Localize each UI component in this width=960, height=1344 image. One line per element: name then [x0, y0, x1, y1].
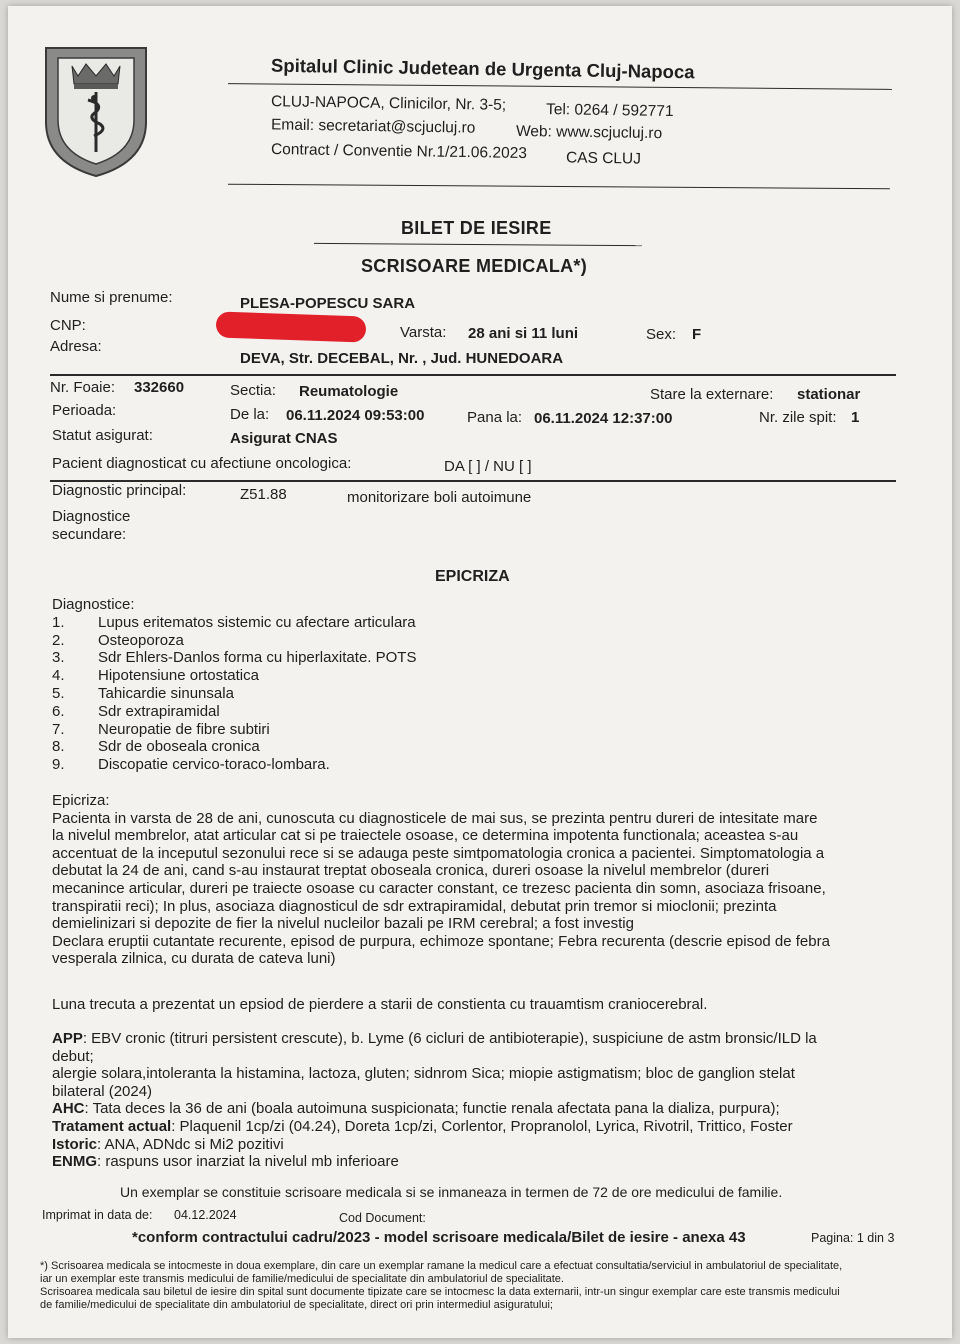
footnote-line: de familie/medicului de specialitate din ambulatoriul de specialitate, direct ori prin intermediul asiguratului; — [40, 1299, 553, 1311]
footnote-line: *) Scrisoarea medicala se intocmeste in doua exemplare, din care un exemplar ramane la medicul care a efectuat consultatia/serviciul in ambulatoriul de specialitate, — [40, 1260, 843, 1272]
stare-value: stationar — [797, 386, 861, 403]
page-number: Pagina: 1 din 3 — [811, 1231, 895, 1245]
text-line: transpiratii reci); In plus, asociaza diagnosticul de sdr extrapiramidal, debutat prin tremor si mioclonii; prezinta — [52, 897, 777, 915]
foaie-number: 332660 — [134, 379, 185, 396]
document-subtitle: SCRISOARE MEDICALA*) — [361, 256, 588, 276]
list-item: 8. Sdr de oboseala cronica — [52, 738, 260, 756]
tratament-label: Tratament actual — [52, 1117, 172, 1135]
history-section — [52, 1030, 902, 1171]
conform-note: *conform contractului cadru/2023 - model scrisoare medicala/Bilet de iesire - anexa 43 — [132, 1229, 746, 1246]
sectia-label: Sectia: — [230, 382, 276, 399]
diag-secundare-label-2: secundare: — [52, 526, 127, 543]
patient-age: 28 ani si 11 luni — [468, 325, 579, 342]
list-item: 5. Tahicardie sinunsala — [52, 684, 234, 702]
age-label: Varsta: — [400, 324, 447, 341]
list-item: 2. Osteoporoza — [52, 631, 184, 649]
pana-la-label: Pana la: — [467, 409, 523, 426]
document-page — [8, 6, 952, 1338]
hospital-name: Spitalul Clinic Judetean de Urgenta Cluj-Napoca — [270, 54, 695, 83]
app-line: APP: EBV cronic (titruri persistent crescute), b. Lyme (6 cicluri de antibioterapie), suspiciune de astm bronsic/ILD la — [52, 1030, 817, 1047]
cas-name: CAS CLUJ — [565, 149, 642, 168]
de-la-value: 06.11.2024 09:53:00 — [286, 407, 425, 424]
patient-sex: F — [692, 326, 702, 343]
text-line: debutat la 24 de ani, cand s-au instaurat treptat oboseala cronica, dureri osoase la nivelul membrelor (dureri — [52, 862, 770, 880]
hospital-web: Web: www.scjucluj.ro — [515, 122, 663, 143]
epicriza-paragraph — [52, 792, 902, 968]
list-item: 1. Lupus eritematos sistemic cu afectare articulara — [52, 613, 416, 631]
text-line: debut; — [52, 1047, 94, 1065]
ahc-line: AHC: Tata deces la 36 de ani (boala autoimuna suspicionata; functie renala afectata pana la dializa, purpura); — [52, 1100, 780, 1118]
hospital-email: Email: secretariat@scjucluj.ro — [270, 116, 476, 137]
printed-date: 04.12.2024 — [174, 1208, 237, 1222]
diag-code: Z51.88 — [240, 486, 287, 503]
patient-name: PLESA-POPESCU SARA — [240, 295, 416, 312]
list-item: 6. Sdr extrapiramidal — [52, 702, 220, 720]
luna-paragraph: Luna trecuta a prezentat un epsiod de pierdere a starii de constienta cu trauamtism craniocerebral. — [52, 996, 708, 1013]
perioada-label: Perioada: — [52, 402, 117, 419]
pana-la-value: 06.11.2024 12:37:00 — [534, 410, 673, 427]
redaction-mark — [216, 311, 367, 342]
text-line: vesperala zilnica, cu durata de cateva luni) — [52, 950, 336, 968]
exemplar-note: Un exemplar se constituie scrisoare medicala si se inmaneaza in termen de 72 de ore medicului de familie. — [120, 1184, 783, 1200]
hospital-seal-logo — [42, 44, 150, 180]
header-rule-bottom — [228, 184, 890, 190]
text-line: Declara eruptii cutantate recurente, episod de purpura, echimoze spontane; Febra recurenta (descrie episod de febra — [52, 932, 830, 950]
foaie-label: Nr. Foaie: — [50, 379, 116, 396]
diag-secundare-label-1: Diagnostice — [52, 508, 131, 525]
istoric-line: Istoric: ANA, ADNdc si Mi2 pozitivi — [52, 1135, 284, 1153]
app-label: APP — [52, 1030, 83, 1047]
header-rule-top — [228, 83, 892, 90]
ahc-label: AHC — [52, 1100, 85, 1118]
onco-label: Pacient diagnosticat cu afectiune oncologica: — [52, 455, 352, 472]
epicriza-label: Epicriza: — [52, 792, 110, 809]
cod-document-label: Cod Document: — [339, 1211, 426, 1225]
text-line: mecanince articular, dureri pe traiecte osoase cu caracter constant, ce trezesc pacienta din somn, asociaza frisoane, — [52, 879, 826, 897]
text-line: la nivelul membrelor, atat articular cat si pe traiectele osoase, ce determina impotenta functionala; aceastea s-au — [52, 827, 799, 845]
footnotes — [40, 1260, 920, 1312]
diagnostics-label: Diagnostice: — [52, 596, 135, 613]
text-line: demielinizari si depozite de fier la nivelul nucleilor bazali pe IRM cerebral; a fost investig — [52, 915, 634, 933]
list-item: 9. Discopatie cervico-toraco-lombara. — [52, 756, 330, 774]
hospital-address: CLUJ-NAPOCA, Clinicilor, Nr. 3-5; — [270, 93, 507, 114]
enmg-label: ENMG — [52, 1153, 97, 1171]
section-rule-1 — [50, 374, 896, 376]
contract-number: Contract / Conventie Nr.1/21.06.2023 — [270, 140, 528, 163]
list-item: 4. Hipotensiune ortostatica — [52, 667, 259, 685]
text-line: Pacienta in varsta de 28 de ani, cunoscuta cu diagnosticele de mai sus, se prezinta pentru dureri de intesitate mare — [52, 809, 818, 827]
list-item: 7. Neuropatie de fibre subtiri — [52, 720, 270, 738]
tratament-line: Tratament actual: Plaquenil 1cp/zi (04.24), Doreta 1cp/zi, Corlentor, Propranolol, Lyrica, Rivotril, Trittico, Foster — [52, 1117, 793, 1135]
text-line: bilateral (2024) — [52, 1082, 153, 1100]
text-line: alergie solara,intoleranta la histamina, lactoza, gluten; sidnrom Sica; miopie astigmatism; bloc de ganglion stelat — [52, 1065, 795, 1083]
zile-label: Nr. zile spit: — [759, 409, 837, 426]
sex-label: Sex: — [646, 326, 677, 343]
statut-label: Statut asigurat: — [52, 427, 153, 444]
de-la-label: De la: — [230, 406, 270, 423]
epicriza-heading: EPICRIZA — [435, 568, 510, 585]
zile-value: 1 — [851, 409, 860, 426]
footnote-line: iar un exemplar este transmis medicului de familie/medicului de specialitate din ambulatoriul de specialitate. — [40, 1273, 564, 1285]
enmg-line: ENMG: raspuns usor inarziat la nivelul mb inferioare — [52, 1153, 399, 1171]
printed-label: Imprimat in data de: — [42, 1208, 153, 1222]
address-label: Adresa: — [50, 338, 102, 355]
onco-value: DA [ ] / NU [ ] — [444, 458, 532, 475]
diag-principal-label: Diagnostic principal: — [52, 482, 187, 499]
name-label: Nume si prenume: — [50, 289, 173, 306]
statut-value: Asigurat CNAS — [230, 430, 338, 447]
patient-address: DEVA, Str. DECEBAL, Nr. , Jud. HUNEDOARA — [240, 350, 564, 367]
list-item: 3. Sdr Ehlers-Danlos forma cu hiperlaxitate. POTS — [52, 649, 417, 667]
sectia-value: Reumatologie — [299, 383, 399, 400]
istoric-label: Istoric — [52, 1135, 98, 1153]
cnp-label: CNP: — [50, 317, 86, 334]
document-title: BILET DE IESIRE — [401, 218, 552, 238]
title-underline — [314, 243, 642, 246]
diagnostics-list — [52, 596, 416, 774]
text-line: accentuat de la inceputul sezonului rece si se adauga peste simtpomatologia cronica a pacientei. Simptomatologia a — [52, 844, 825, 862]
stare-label: Stare la externare: — [650, 386, 774, 403]
footnote-line: Scrisoarea medicala sau biletul de iesire din spital sunt documente tipizate care se intocmesc la data externarii, intr-un singur exemplar care este transmis medicului — [40, 1286, 840, 1298]
diag-principal-text: monitorizare boli autoimune — [347, 489, 532, 506]
hospital-phone: Tel: 0264 / 592771 — [545, 100, 674, 121]
